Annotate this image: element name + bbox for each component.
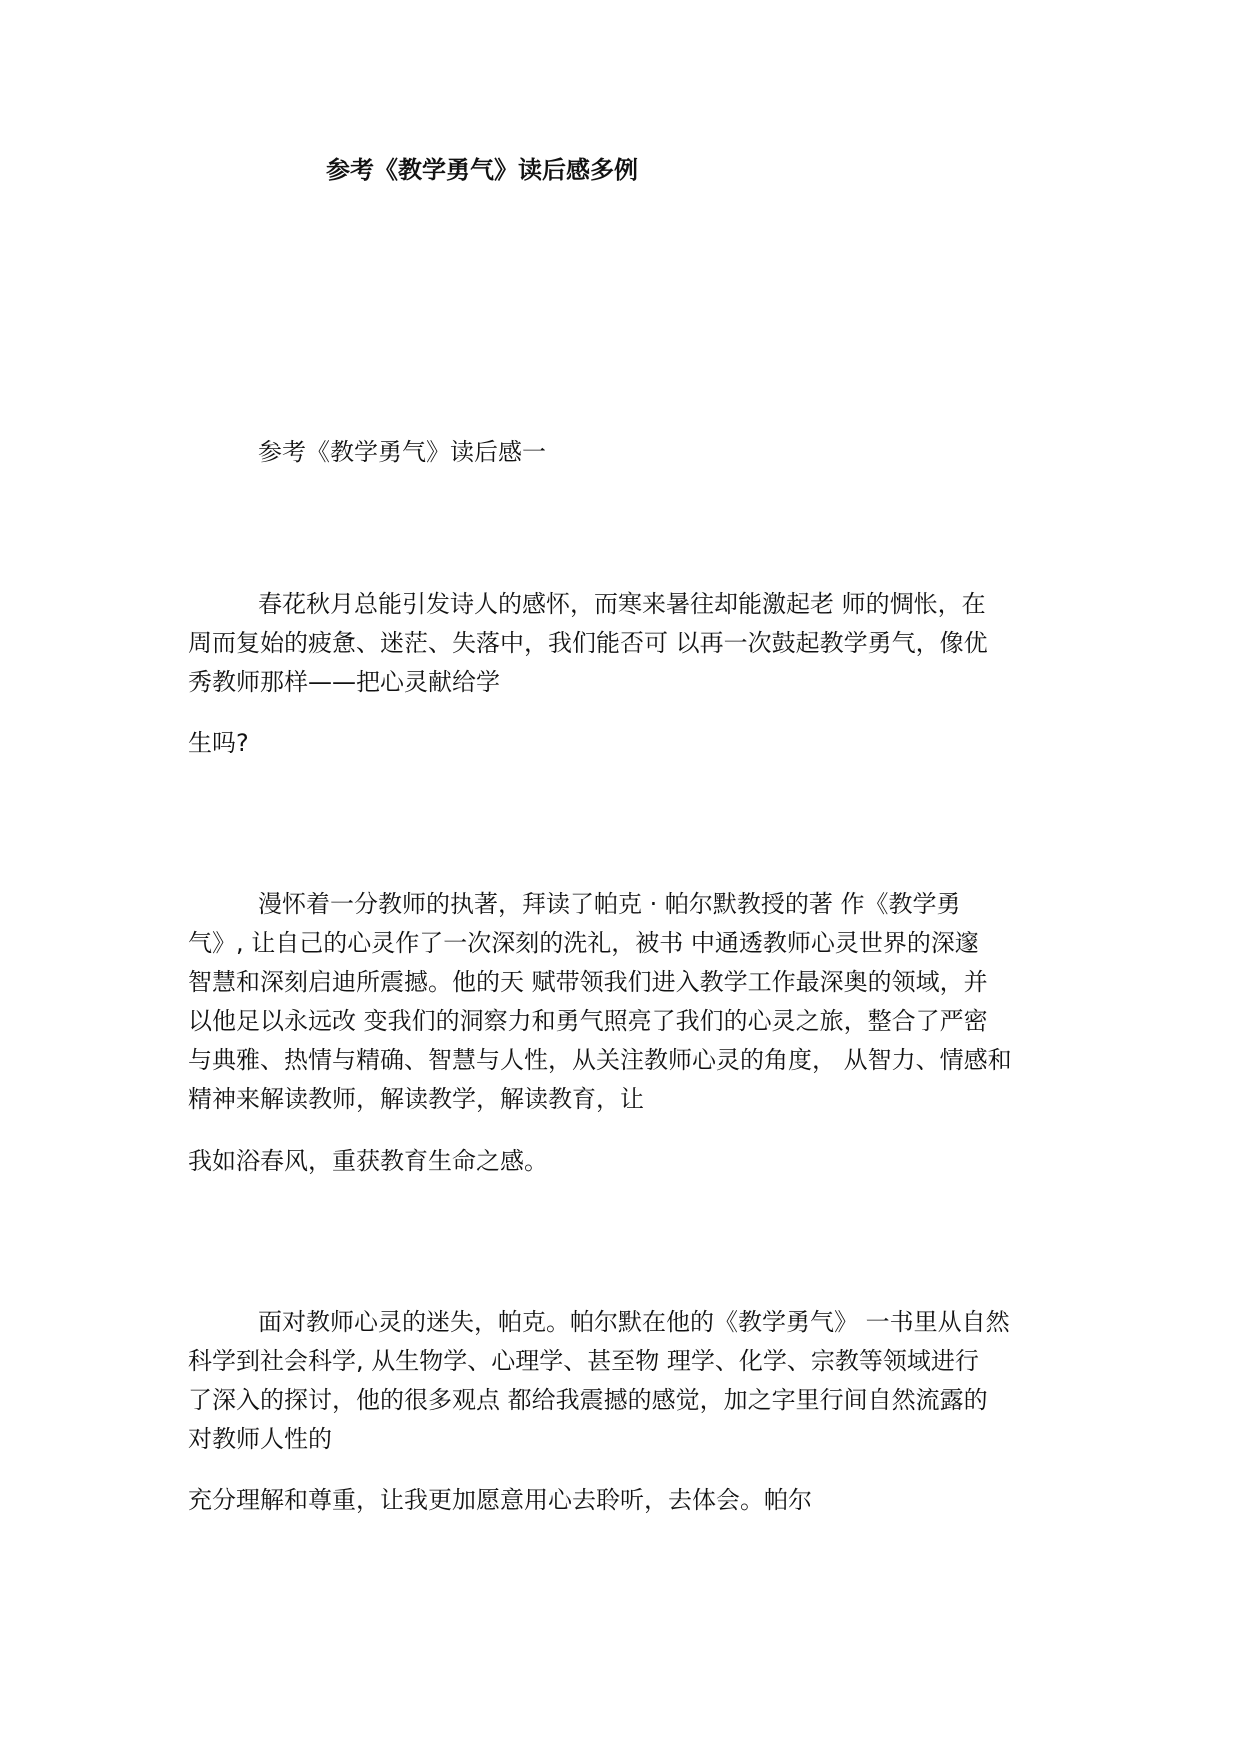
- paragraph-line: 秀教师那样——把心灵献给学: [188, 668, 500, 696]
- paragraph-line: 精神来解读教师，解读教学，解读教育，让: [188, 1085, 644, 1113]
- paragraph-line: 春花秋月总能引发诗人的感怀，而寒来暑往却能激起老 师的惆怅，在: [258, 590, 986, 618]
- paragraph-2-tail: 我如浴春风，重获教育生命之感。: [188, 1147, 548, 1175]
- paragraph-line: 周而复始的疲惫、迷茫、失落中，我们能否可 以再一次鼓起教学勇气，像优: [188, 629, 988, 657]
- paragraph-line: 气》, 让自己的心灵作了一次深刻的洗礼，被书 中通透教师心灵世界的深邃: [188, 929, 979, 957]
- paragraph-line: 漫怀着一分教师的执著，拜读了帕克 · 帕尔默教授的著 作《教学勇: [258, 890, 961, 918]
- document-title: 参考《教学勇气》读后感多例: [326, 156, 638, 184]
- section-heading: 参考《教学勇气》读后感一: [258, 438, 546, 466]
- paragraph-line: 与典雅、热情与精确、智慧与人性，从关注教师心灵的角度， 从智力、情感和: [188, 1046, 1012, 1074]
- paragraph-line: 智慧和深刻启迪所震撼。他的天 赋带领我们进入教学工作最深奥的领域，并: [188, 968, 988, 996]
- paragraph-line: 了深入的探讨，他的很多观点 都给我震撼的感觉，加之字里行间自然流露的: [188, 1386, 988, 1414]
- paragraph-line: 科学到社会科学, 从生物学、心理学、甚至物 理学、化学、宗教等领域进行: [188, 1347, 979, 1375]
- paragraph-2: [188, 885, 1068, 1119]
- paragraph-line: 面对教师心灵的迷失，帕克。帕尔默在他的《教学勇气》 一书里从自然: [258, 1308, 1010, 1336]
- paragraph-1: [188, 585, 1068, 702]
- paragraph-3-tail: 充分理解和尊重，让我更加愿意用心去聆听，去体会。帕尔: [188, 1486, 812, 1514]
- paragraph-line: 对教师人性的: [188, 1425, 332, 1453]
- paragraph-1-tail: 生吗?: [188, 729, 249, 757]
- paragraph-line: 以他足以永远改 变我们的洞察力和勇气照亮了我们的心灵之旅，整合了严密: [188, 1007, 988, 1035]
- paragraph-3: [188, 1303, 1068, 1459]
